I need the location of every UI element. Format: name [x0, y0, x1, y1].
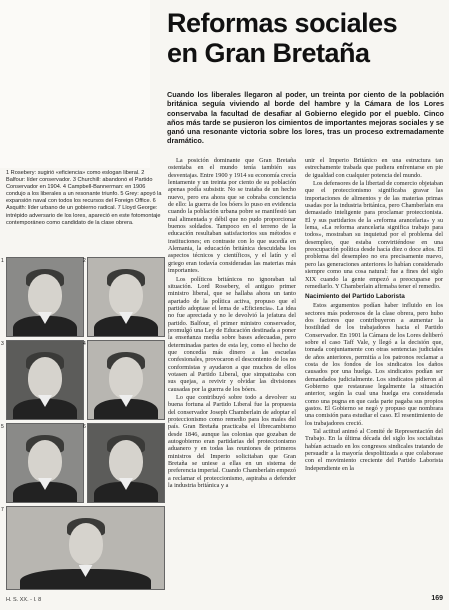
portrait-row — [1, 506, 165, 590]
portrait-number: 3 — [1, 341, 4, 347]
paragraph: La posición dominante que Gran Bretaña ostentaba en el mundo tenía también sus desventajas. Entre 1900 y 1914 su economía crecía lentamente y un treinta por ciento de su población apenas podía subsistir. No se trataba de un hecho nuevo, pero era ahora que se cobraba conciencia de ello: la guerra de los bóers lo puso en evidencia cuando la población urbana pobre se manifestó tan mal alimentada y débil que no pudo proporcionar buenos soldados. Tampoco en el terreno de la educación resultaban satisfactorios sus métodos e instituciones; en contraste con lo que sucedía en Alemania, la educación británica descuidaba los aspectos técnicos y científicos, y el latín y el griego eran todavía consideradas las materias más importantes. — [168, 157, 296, 275]
portrait-number: 6 — [83, 424, 86, 430]
portrait-number: 7 — [1, 507, 4, 513]
portrait-photo — [87, 340, 165, 420]
portrait-number: 1 — [1, 258, 4, 264]
series-label: H. S. XX. - I. 8 — [6, 597, 42, 603]
title-line-1: Reformas sociales — [167, 8, 398, 38]
paragraph: Los defensores de la libertad de comercio objetaban que el proteccionismo significaba gravar las importaciones de alimentos y de las materias primas usadas por la industria británica, pero Chamberlain era demasiado inteligente para proclamar proteccionista. El y sus partidarios de la «reforma arancelaria» y su lema, «La reforma arancelaria significa trabajo para todos», mostraban su inquietud por el problema del desempleo, que estaba convirtiéndose en una preocupación política desde hacía diez o doce años. El problema del desempleo no era precisamente nuevo, pero las generaciones anteriores lo habían considerado siempre como una cosa natural: fue a fines del siglo XIX cuando la gente empezó a preocuparse por remediarlo. Y Chamberlain afirmaba tener el remedio. — [305, 180, 443, 290]
portrait-number: 2 — [83, 258, 86, 264]
photomontage-photo — [6, 506, 165, 590]
portrait-photo — [6, 340, 84, 420]
portrait-photo — [87, 423, 165, 503]
text-column-1 — [168, 157, 296, 602]
paragraph: Lo que contribuyó sobre todo a devolver su buena fortuna al Partido Liberal fue la propuesta del conservador Joseph Chamberlain de adoptar el proteccionismo como remedio para los males del país. Gran Bretaña practicaba el librecambismo desde 1846, aunque las colonias que gozaban de autogobierno eran partidarias del proteccionismo aduanero y en todas las reuniones de primeros ministros del Imperio solicitaban que Gran Bretaña se uniese a ellas en un sistema de preferencia imperial. Cuando Chamberlain empezó a reclamar el proteccionismo, aspiraba a defender la industria británica y a — [168, 394, 296, 490]
paragraph: Tal actitud animó al Comité de Representación del Trabajo. En la última década del siglo los socialistas habían actuado en los congresos sindicales tratando de persuadir a la mayoría despolitizada a que colaborase con el movimiento creciente del Partido Laborista Independiente en la — [305, 428, 443, 472]
title-line-2: en Gran Bretaña — [167, 38, 370, 68]
portrait-row — [1, 340, 165, 420]
section-heading: Nacimiento del Partido Laborista — [305, 293, 405, 301]
portrait-gallery — [1, 257, 165, 593]
photo-caption: 1 Rosebery: sugirió «eficiencia» como eslogan liberal. 2 Balfour: líder conservador. 3 Churchill: abandonó el Partido Conservador en 1904. 4 Campbell-Bannerman: en 1906 condujo a los liberales a un resonante triunfo. 5 Grey: apoyó la expansión naval con todos los recursos del Foreign Office. 6 Asquith: líder urbano de un gobierno radical. 7 Lloyd George: intrépido adversario de los lores, apareció en este fotomontaje contemporáneo como candidato de la clase obrera. — [6, 170, 162, 226]
article-title — [167, 8, 442, 68]
page-number: 169 — [431, 595, 443, 602]
text-column-2 — [305, 157, 443, 602]
portrait-photo — [6, 257, 84, 337]
portrait-photo — [87, 257, 165, 337]
paragraph: Los políticos británicos no ignoraban tal situación. Lord Rosebery, el antiguo primer ministro liberal, que se hallaba ahora un tanto apartado de la política activa, propuso que el partido adoptase el lema de «Eficiencia». La idea no fue apreciada y no le devolvió la jefatura del partido. Balfour, el primer ministro conservador, promulgó una Ley de Educación destinada a poner la enseñanza media sobre bases adecuadas, pero determinadas partes de esta ley, como el hecho de que concedía más dinero a las escuelas confesionales, provocaron el descontento de los no conformistas y ayudaron a que muchos de ellos votasen al Partido Liberal, que simpatizaba con sus quejas, a revivir y olvidar las divisiones causadas por la guerra de los bóers. — [168, 275, 296, 393]
paragraph: unir el Imperio Británico en una estructura tan estrechamente trabada que pudiera enfrentarse en pie de igualdad con cualquier potencia del mundo. — [305, 157, 443, 179]
article-lead: Cuando los liberales llegaron al poder, un treinta por ciento de la población británica seguía viviendo al borde del hambre y la Cámara de los Lores conservaba la facultad de desafiar al Gobierno elegido por el pueblo. Cinco años más tarde se pusieron los cimientos de importantes mejoras sociales y se ganó una resonante victoria sobre los lores, tras un proceso extremadamente dramático. — [167, 90, 444, 146]
left-blank-area — [0, 0, 150, 168]
portrait-number: 4 — [83, 341, 86, 347]
portrait-row — [1, 423, 165, 503]
paragraph: Estos argumentos podían haber influido en los sectores más poderosos de la clase obrera, pero hubo dos factores que contribuyeron a aumentar la hostilidad de los trabajadores hacia el Partido Conservador. En 1901 la Cámara de los Lores deliberó sobre el caso Taff Vale, y llegó a la decisión que, tomada conjuntamente con otras sentencias judiciales de años anteriores, permitía a los patronos reclamar a costa de los fondos de los sindicatos los daños causados por una huelga. Los sindicatos podían ser demandados judicialmente. Los sindicatos pidieron al Gobierno que restaurase legalmente la situación anterior, según la cual una huelga era considerada como una pugna en que cada parte pagaba sus propios gastos. El Gobierno se negó y propuso que nombrara una comisión para estudiar el caso. El resentimiento de los trabajadores creció. — [305, 302, 443, 427]
portrait-row — [1, 257, 165, 337]
portrait-number: 5 — [1, 424, 4, 430]
portrait-photo — [6, 423, 84, 503]
